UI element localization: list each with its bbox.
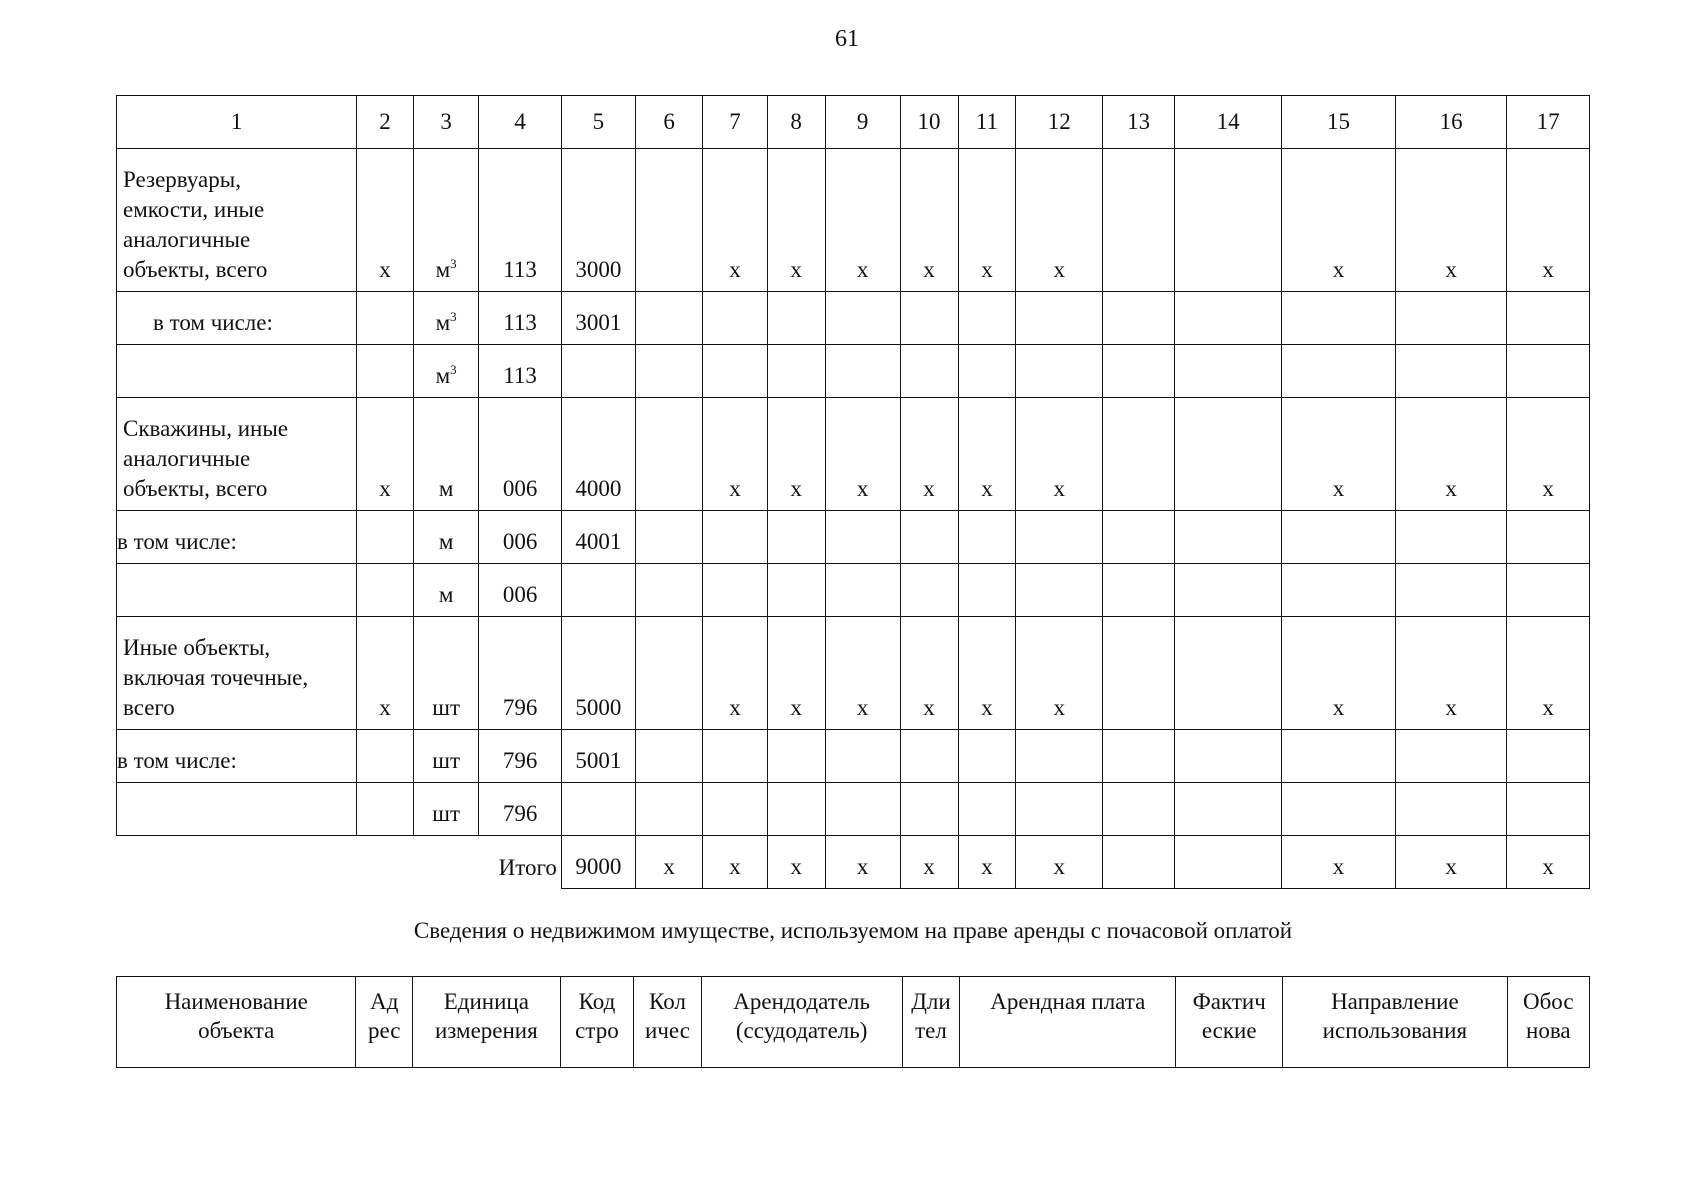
total-value-cell: х [703, 836, 767, 889]
value-cell: х [703, 149, 767, 292]
value-cell [703, 511, 767, 564]
unit-cell: м [413, 564, 478, 617]
address-cell [357, 564, 414, 617]
total-line-code-cell: 9000 [561, 836, 635, 889]
value-cell [767, 511, 825, 564]
total-value-cell: х [900, 836, 958, 889]
value-cell [958, 292, 1016, 345]
value-cell [703, 564, 767, 617]
value-cell [1016, 730, 1103, 783]
value-cell [1103, 149, 1175, 292]
column-number-cell: 17 [1507, 96, 1590, 149]
value-cell [703, 730, 767, 783]
unit-code-cell: 796 [479, 730, 562, 783]
value-cell [825, 730, 900, 783]
address-cell [357, 783, 414, 836]
value-cell: х [958, 149, 1016, 292]
unit-cell: шт [413, 783, 478, 836]
value-cell [1507, 730, 1590, 783]
main-table-body [117, 149, 1590, 889]
value-cell [825, 292, 900, 345]
value-cell: х [900, 149, 958, 292]
column-number-cell: 5 [561, 96, 635, 149]
value-cell [1395, 783, 1506, 836]
rental-table-header-row [117, 977, 1590, 1068]
address-cell [357, 730, 414, 783]
unit-code-cell: 006 [479, 564, 562, 617]
unit-code-cell: 796 [479, 617, 562, 730]
value-cell [900, 564, 958, 617]
address-cell: х [357, 398, 414, 511]
value-cell [703, 345, 767, 398]
value-cell: х [1282, 617, 1396, 730]
value-cell: х [1282, 149, 1396, 292]
value-cell [1175, 345, 1282, 398]
value-cell [1507, 783, 1590, 836]
value-cell [767, 730, 825, 783]
value-cell [1282, 730, 1396, 783]
value-cell: х [767, 617, 825, 730]
line-code-cell: 3000 [561, 149, 635, 292]
value-cell [635, 292, 703, 345]
rental-header-cell: Единица измерения [413, 977, 561, 1068]
value-cell: х [958, 617, 1016, 730]
column-number-row [117, 96, 1590, 149]
column-number-cell: 1 [117, 96, 357, 149]
value-cell [958, 345, 1016, 398]
address-cell: х [357, 149, 414, 292]
rental-header-cell: Наименование объекта [117, 977, 356, 1068]
table-row [117, 398, 1590, 511]
value-cell [1282, 783, 1396, 836]
column-number-cell: 9 [825, 96, 900, 149]
line-code-cell [561, 564, 635, 617]
value-cell [1395, 292, 1506, 345]
line-code-cell [561, 345, 635, 398]
total-blank-cell [117, 836, 479, 889]
value-cell: х [767, 398, 825, 511]
rental-header-cell: Фактич еские [1176, 977, 1283, 1068]
rental-header-cell: Направление использования [1283, 977, 1507, 1068]
value-cell [635, 783, 703, 836]
column-number-cell: 7 [703, 96, 767, 149]
total-value-cell [1103, 836, 1175, 889]
value-cell: х [703, 398, 767, 511]
value-cell: х [1282, 398, 1396, 511]
value-cell [767, 783, 825, 836]
value-cell [1507, 345, 1590, 398]
object-name-cell: Резервуары, емкости, иные аналогичные объекты, всего [117, 149, 357, 292]
value-cell [1175, 292, 1282, 345]
rental-header-cell: Дли тел [902, 977, 960, 1068]
line-code-cell: 3001 [561, 292, 635, 345]
value-cell [635, 730, 703, 783]
column-number-cell: 10 [900, 96, 958, 149]
value-cell [1175, 730, 1282, 783]
value-cell: х [1016, 398, 1103, 511]
rental-header-cell: Арендная плата [960, 977, 1176, 1068]
object-name-cell: Скважины, иные аналогичные объекты, всего [117, 398, 357, 511]
address-cell: х [357, 617, 414, 730]
value-cell: х [900, 617, 958, 730]
value-cell: х [825, 398, 900, 511]
value-cell [1395, 564, 1506, 617]
column-number-cell: 15 [1282, 96, 1396, 149]
line-code-cell: 5000 [561, 617, 635, 730]
object-name-cell [117, 345, 357, 398]
value-cell: х [825, 617, 900, 730]
unit-superscript: 3 [450, 256, 457, 271]
main-table [116, 95, 1590, 889]
total-value-cell: х [635, 836, 703, 889]
value-cell [1282, 564, 1396, 617]
line-code-cell: 4000 [561, 398, 635, 511]
column-number-cell: 12 [1016, 96, 1103, 149]
value-cell: х [767, 149, 825, 292]
total-value-cell: х [1395, 836, 1506, 889]
total-value-cell: х [1016, 836, 1103, 889]
page-number: 61 [835, 26, 859, 52]
rental-header-cell: Код стро [560, 977, 634, 1068]
value-cell [900, 783, 958, 836]
value-cell [1016, 292, 1103, 345]
value-cell: х [1507, 617, 1590, 730]
column-number-cell: 14 [1175, 96, 1282, 149]
object-name-cell: Иные объекты, включая точечные, всего [117, 617, 357, 730]
value-cell [958, 511, 1016, 564]
value-cell [1103, 345, 1175, 398]
table-row [117, 511, 1590, 564]
column-number-cell: 3 [413, 96, 478, 149]
line-code-cell [561, 783, 635, 836]
value-cell [635, 511, 703, 564]
value-cell [767, 564, 825, 617]
unit-cell: шт [413, 617, 478, 730]
unit-cell: $м^3$ [413, 345, 478, 398]
object-name-cell: в том числе: [117, 730, 357, 783]
value-cell [767, 292, 825, 345]
value-cell: х [825, 149, 900, 292]
value-cell [703, 292, 767, 345]
value-cell [825, 783, 900, 836]
value-cell: х [900, 398, 958, 511]
value-cell [635, 345, 703, 398]
column-number-header [117, 96, 1590, 149]
table-row [117, 345, 1590, 398]
table-row [117, 783, 1590, 836]
section-title: Сведения о недвижимом имуществе, используемом на праве аренды с почасовой оплатой [413, 918, 1293, 943]
value-cell [1103, 398, 1175, 511]
column-number-cell: 13 [1103, 96, 1175, 149]
column-number-cell: 6 [635, 96, 703, 149]
total-value-cell: х [1507, 836, 1590, 889]
value-cell [635, 617, 703, 730]
column-number-cell: 2 [357, 96, 414, 149]
value-cell [900, 345, 958, 398]
object-name-cell [117, 564, 357, 617]
unit-code-cell: 796 [479, 783, 562, 836]
total-value-cell: х [958, 836, 1016, 889]
table-row [117, 564, 1590, 617]
unit-cell: м [413, 398, 478, 511]
value-cell [825, 564, 900, 617]
value-cell [900, 511, 958, 564]
address-cell [357, 292, 414, 345]
object-name-cell: в том числе: [117, 511, 357, 564]
unit-code-cell: 113 [479, 345, 562, 398]
unit-cell: м [413, 511, 478, 564]
value-cell: х [1016, 617, 1103, 730]
total-value-cell: х [825, 836, 900, 889]
column-number-cell: 4 [479, 96, 562, 149]
address-cell [357, 345, 414, 398]
unit-superscript: 3 [450, 362, 457, 377]
value-cell [1016, 564, 1103, 617]
value-cell [958, 564, 1016, 617]
value-cell [1016, 783, 1103, 836]
value-cell: х [1016, 149, 1103, 292]
value-cell [635, 564, 703, 617]
column-number-cell: 11 [958, 96, 1016, 149]
value-cell [1175, 564, 1282, 617]
value-cell [825, 511, 900, 564]
value-cell [635, 149, 703, 292]
table-row [117, 617, 1590, 730]
column-number-cell: 16 [1395, 96, 1506, 149]
value-cell [1175, 398, 1282, 511]
table-row [117, 149, 1590, 292]
value-cell [703, 783, 767, 836]
value-cell [1282, 511, 1396, 564]
value-cell [1103, 292, 1175, 345]
object-name-cell [117, 783, 357, 836]
value-cell [1103, 564, 1175, 617]
value-cell [900, 730, 958, 783]
value-cell [1175, 617, 1282, 730]
unit-code-cell: 006 [479, 398, 562, 511]
rental-header-cell: Арендодатель (ссудодатель) [701, 977, 902, 1068]
value-cell: х [703, 617, 767, 730]
value-cell [1103, 730, 1175, 783]
value-cell [635, 398, 703, 511]
value-cell [1282, 345, 1396, 398]
value-cell [1175, 511, 1282, 564]
value-cell: х [1395, 149, 1506, 292]
object-name-cell: в том числе: [117, 292, 357, 345]
value-cell [1016, 345, 1103, 398]
rental-header-cell: Обос нова [1507, 977, 1589, 1068]
value-cell: х [1507, 149, 1590, 292]
total-label: Итого [479, 836, 562, 889]
value-cell [1016, 511, 1103, 564]
value-cell [1175, 783, 1282, 836]
value-cell [767, 345, 825, 398]
value-cell [1395, 511, 1506, 564]
total-value-cell: х [1282, 836, 1396, 889]
value-cell [1507, 564, 1590, 617]
unit-cell: $м^3$ [413, 292, 478, 345]
line-code-cell: 4001 [561, 511, 635, 564]
column-number-cell: 8 [767, 96, 825, 149]
value-cell: х [1507, 398, 1590, 511]
value-cell [1282, 292, 1396, 345]
rental-header-cell: Ад рес [356, 977, 413, 1068]
value-cell [1175, 149, 1282, 292]
value-cell [1507, 292, 1590, 345]
rental-header-cell: Кол ичес [634, 977, 701, 1068]
value-cell [1103, 511, 1175, 564]
value-cell [1103, 617, 1175, 730]
total-value-cell: х [767, 836, 825, 889]
rental-table [116, 976, 1590, 1068]
line-code-cell: 5001 [561, 730, 635, 783]
value-cell [900, 292, 958, 345]
unit-cell: $м^3$ [413, 149, 478, 292]
value-cell: х [958, 398, 1016, 511]
total-row [117, 836, 1590, 889]
address-cell [357, 511, 414, 564]
unit-code-cell: 113 [479, 292, 562, 345]
value-cell [958, 730, 1016, 783]
value-cell [1103, 783, 1175, 836]
value-cell [825, 345, 900, 398]
value-cell [1395, 730, 1506, 783]
value-cell [958, 783, 1016, 836]
table-row [117, 730, 1590, 783]
total-value-cell [1175, 836, 1282, 889]
unit-code-cell: 006 [479, 511, 562, 564]
unit-code-cell: 113 [479, 149, 562, 292]
unit-cell: шт [413, 730, 478, 783]
value-cell: х [1395, 617, 1506, 730]
value-cell: х [1395, 398, 1506, 511]
unit-superscript: 3 [450, 309, 457, 324]
value-cell [1507, 511, 1590, 564]
table-row [117, 292, 1590, 345]
value-cell [1395, 345, 1506, 398]
